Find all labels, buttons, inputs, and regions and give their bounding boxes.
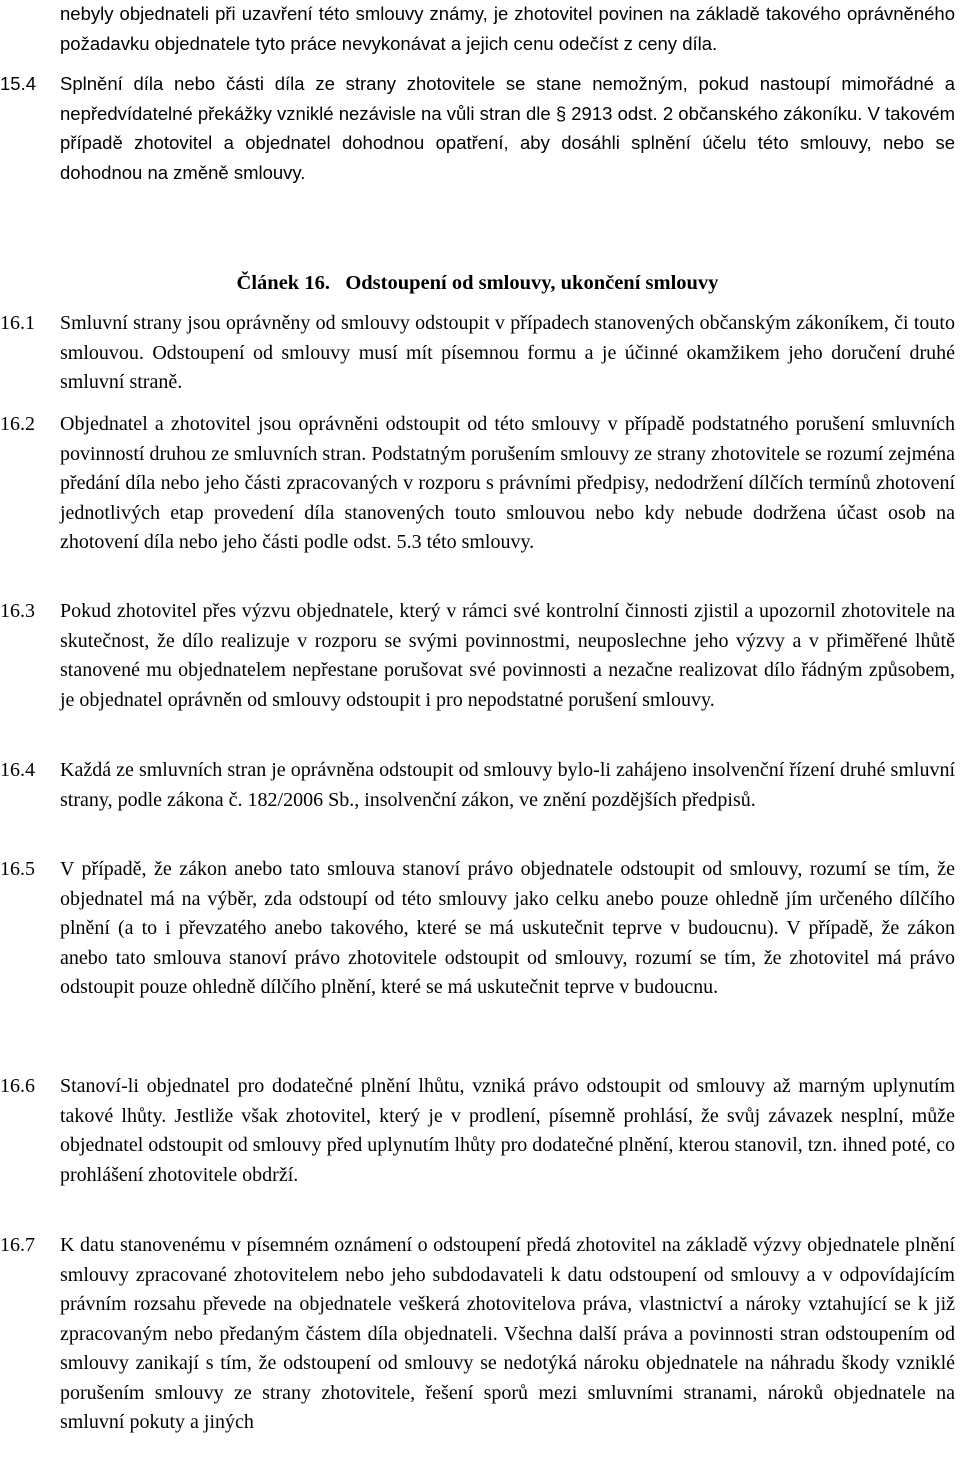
clause-16-4 (0, 756, 955, 811)
clause-text: Každá ze smluvních stran je oprávněna odstoupit od smlouvy bylo-li zahájeno insolvenční řízení druhé smluvní strany, podle zákona č. 182/2006 Sb., insolvenční zákon, ve znění pozdějších předpisů. (60, 759, 955, 811)
clause-number: 16.5 (0, 858, 35, 880)
clause-text: Smluvní strany jsou oprávněny od smlouvy odstoupit v případech stanovených občanským zákoníkem, či touto smlouvou. Odstoupení od smlouvy musí mít písemnou formu a je účinné okamžikem jeho doručení druhé smluvní straně. (60, 312, 955, 393)
clause-16-3 (0, 597, 955, 711)
clause-number: 16.3 (0, 600, 35, 622)
clause-16-5 (0, 855, 955, 998)
clause-text: Stanoví-li objednatel pro dodatečné plnění lhůtu, vzniká právo odstoupit od smlouvy až marným uplynutím takové lhůty. Jestliže však zhotovitel, který je v prodlení, písemně prohlásí, že svůj závazek nesplní, může objednatel odstoupit od smlouvy před uplynutím lhůty pro dodatečné plnění, kterou stanovil, tzn. ihned poté, co prohlášení zhotovitele obdrží. (60, 1075, 955, 1186)
clause-16-2 (0, 410, 955, 553)
clause-number: 16.7 (0, 1234, 35, 1256)
clause-text: Splnění díla nebo části díla ze strany zhotovitele se stane nemožným, pokud nastoupí mimořádné a nepředvídatelné překážky vzniklé nezávisle na vůli stran dle § 2913 odst. 2 občanského zákoníku. V takovém případě zhotovitel a objednatel dohodnou opatření, aby dosáhli splnění účelu této smlouvy, nebo se dohodnou na změně smlouvy. (60, 73, 955, 183)
clause-15-4 (0, 69, 955, 183)
clause-text: Pokud zhotovitel přes výzvu objednatele, který v rámci své kontrolní činnosti zjistil a upozornil zhotovitele na skutečnost, že dílo realizuje v rozporu se svými povinnostmi, neuposlechne jeho výzvy a v přiměřené lhůtě stanovené mu objednatelem nepřestane porušovat své povinnosti a nezačne realizovat dílo řádným způsobem, je objednatel oprávněn od smlouvy odstoupit i pro nepodstatné porušení smlouvy. (60, 600, 955, 711)
clause-text: Objednatel a zhotovitel jsou oprávněni odstoupit od této smlouvy v případě podstatného porušení smluvních povinností druhou ze smluvních stran. Podstatným porušením smlouvy ze strany zhotovitele se rozumí zejména předání díla nebo jeho části zpracovaných v rozporu s právními předpisy, nedodržení dílčích termínů zhotovení jednotlivých etap provedení díla stanovených touto smlouvou nebo kdy nebude dodržena účast osob na zhotovení díla nebo jeho části podle odst. 5.3 této smlouvy. (60, 413, 955, 553)
clause-number: 16.2 (0, 413, 35, 435)
article-label: Článek 16. (236, 272, 330, 294)
clause-16-7 (0, 1231, 955, 1433)
clause-number: 16.4 (0, 759, 35, 781)
clause-16-1 (0, 309, 955, 393)
clause-number: 15.4 (0, 73, 37, 94)
clause-text: V případě, že zákon anebo tato smlouva stanoví právo objednatele odstoupit od smlouvy, rozumí se tím, že objednatel má na výběr, zda odstoupí od této smlouvy jako celku anebo pouze ohledně jím určeného dílčího plnění (a to i převzatého anebo takového, které se má uskutečnit teprve v budoucnu). V případě, že zákon anebo tato smlouva stanoví právo zhotovitele odstoupit od smlouvy, rozumí se tím, že zhotovitel má právo odstoupit pouze ohledně dílčího plnění, které se má uskutečnit teprve v budoucnu. (60, 858, 955, 998)
clause-text: K datu stanovenému v písemném oznámení o odstoupení předá zhotovitel na základě výzvy objednatele plnění smlouvy zpracované zhotovitelem nebo jeho subdodavateli k datu odstoupení od smlouvy a v odpovídajícím právním rozsahu převede na objednatele veškerá zhotovitelova práva, vlastnictví a nároky vztahující se k již zpracovaným nebo předaným částem díla objednateli. Všechna další práva a povinnosti stran odstoupením od smlouvy zanikají s tím, že odstoupení od smlouvy se nedotýká nároku objednatele na náhradu škody vzniklé porušením smlouvy ze strany zhotovitele, řešení sporů mezi smluvními stranami, nároků objednatele na smluvní pokuty a jiných (60, 1234, 955, 1433)
clause-16-6 (0, 1072, 955, 1186)
clause-number: 16.6 (0, 1075, 35, 1097)
article-title: Odstoupení od smlouvy, ukončení smlouvy (345, 272, 719, 294)
intro-continuation-paragraph: nebyly objednateli při uzavření této smlouvy známy, je zhotovitel povinen na základě takového oprávněného požadavku objednatele tyto práce nevykonávat a jejich cenu odečíst z ceny díla. (60, 3, 955, 54)
clause-number: 16.1 (0, 312, 35, 334)
article-heading (0, 269, 955, 299)
